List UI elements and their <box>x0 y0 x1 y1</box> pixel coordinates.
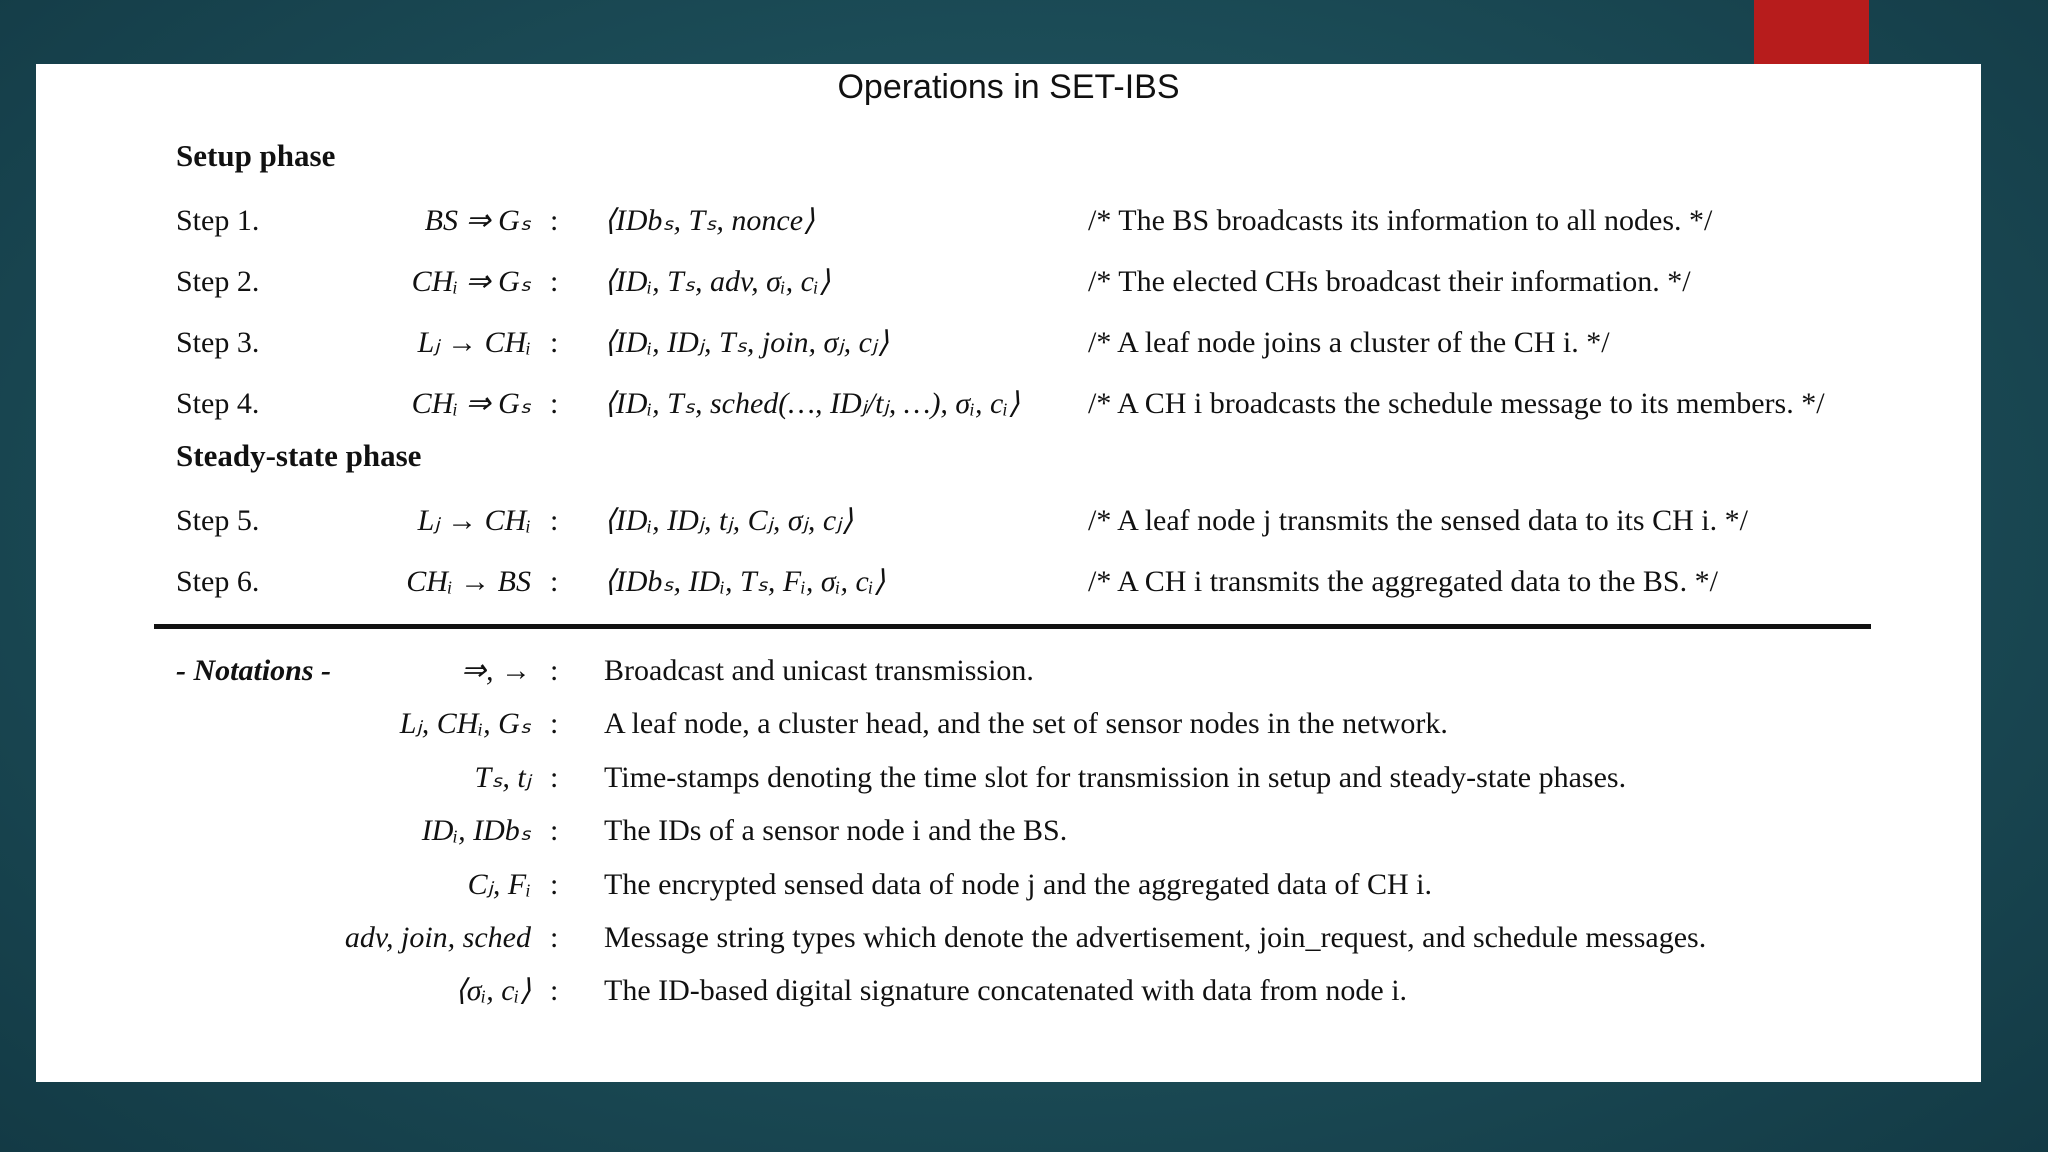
step-flow: Lⱼ → CHᵢ <box>417 326 531 359</box>
notation-description: Broadcast and unicast transmission. <box>604 654 1034 687</box>
notation-description: The IDs of a sensor node i and the BS. <box>604 814 1068 847</box>
notation-row-1 <box>36 651 1981 691</box>
step-colon: : <box>550 326 559 359</box>
notation-row-6 <box>36 918 1981 958</box>
notation-symbol: adv, join, sched <box>344 921 531 954</box>
step-message: ⟨IDᵢ, Tₛ, adv, σᵢ, cᵢ⟩ <box>604 265 831 298</box>
step-colon: : <box>550 204 559 237</box>
step-colon: : <box>550 504 559 537</box>
step-flow: CHᵢ → BS <box>406 565 531 598</box>
slide-title: Operations in SET-IBS <box>837 68 1180 106</box>
red-accent-tab <box>1754 0 1869 64</box>
step-label: Step 6. <box>176 565 260 598</box>
notation-colon: : <box>550 868 559 901</box>
step-colon: : <box>550 387 559 420</box>
step-flow: BS ⇒ Gₛ <box>424 204 531 237</box>
notation-row-2 <box>36 704 1981 744</box>
step-colon: : <box>550 565 559 598</box>
notation-description: A leaf node, a cluster head, and the set of sensor nodes in the network. <box>604 707 1448 740</box>
notation-symbol: ⟨σᵢ, cᵢ⟩ <box>454 974 531 1007</box>
slide-panel <box>36 64 1981 1082</box>
notation-row-4 <box>36 811 1981 851</box>
notation-colon: : <box>550 761 559 794</box>
notation-description: The encrypted sensed data of node j and the aggregated data of CH i. <box>604 868 1433 901</box>
step-message: ⟨IDbₛ, IDᵢ, Tₛ, Fᵢ, σᵢ, cᵢ⟩ <box>604 565 886 598</box>
notation-description: The ID-based digital signature concatenated with data from node i. <box>604 974 1408 1007</box>
step-comment: /* The elected CHs broadcast their information. */ <box>1088 265 1691 298</box>
notation-symbol: Lⱼ, CHᵢ, Gₛ <box>399 707 531 740</box>
step-label: Step 1. <box>176 204 260 237</box>
step-comment: /* A leaf node j transmits the sensed data to its CH i. */ <box>1088 504 1748 537</box>
step-comment: /* The BS broadcasts its information to all nodes. */ <box>1088 204 1713 237</box>
notation-description: Message string types which denote the advertisement, join_request, and schedule messages. <box>604 921 1707 954</box>
section-divider <box>154 624 1871 629</box>
step-comment: /* A CH i transmits the aggregated data to the BS. */ <box>1088 565 1718 598</box>
step-label: Step 2. <box>176 265 260 298</box>
notation-description: Time-stamps denoting the time slot for transmission in setup and steady-state phases. <box>604 761 1627 794</box>
notation-colon: : <box>550 921 559 954</box>
step-label: Step 5. <box>176 504 260 537</box>
notation-symbol: IDᵢ, IDbₛ <box>421 814 531 847</box>
table-row-step-4 <box>36 384 1981 424</box>
step-message: ⟨IDᵢ, Tₛ, sched(…, IDⱼ/tⱼ, …), σᵢ, cᵢ⟩ <box>604 387 1020 420</box>
table-row-step-5 <box>36 501 1981 541</box>
notation-row-3 <box>36 758 1981 798</box>
notation-colon: : <box>550 974 559 1007</box>
step-label: Step 3. <box>176 326 260 359</box>
notation-symbol: Tₛ, tⱼ <box>474 761 531 794</box>
notation-colon: : <box>550 707 559 740</box>
table-row-step-2 <box>36 262 1981 302</box>
step-message: ⟨IDbₛ, Tₛ, nonce⟩ <box>604 204 815 237</box>
table-row-step-1 <box>36 201 1981 241</box>
step-flow: CHᵢ ⇒ Gₛ <box>411 387 531 420</box>
step-comment: /* A CH i broadcasts the schedule message to its members. */ <box>1088 387 1825 420</box>
step-flow: CHᵢ ⇒ Gₛ <box>411 265 531 298</box>
table-row-step-3 <box>36 323 1981 363</box>
step-comment: /* A leaf node joins a cluster of the CH i. */ <box>1088 326 1610 359</box>
notation-row-7 <box>36 971 1981 1011</box>
notation-row-5 <box>36 865 1981 905</box>
step-flow: Lⱼ → CHᵢ <box>417 504 531 537</box>
notations-label: - Notations - <box>176 654 332 687</box>
notation-colon: : <box>550 654 559 687</box>
step-label: Step 4. <box>176 387 260 420</box>
step-colon: : <box>550 265 559 298</box>
steady-state-phase-heading: Steady-state phase <box>176 438 422 473</box>
step-message: ⟨IDᵢ, IDⱼ, Tₛ, join, σⱼ, cⱼ⟩ <box>604 326 889 359</box>
notation-colon: : <box>550 814 559 847</box>
setup-phase-heading: Setup phase <box>176 138 336 173</box>
table-row-step-6 <box>36 562 1981 602</box>
step-message: ⟨IDᵢ, IDⱼ, tⱼ, Cⱼ, σⱼ, cⱼ⟩ <box>604 504 854 537</box>
notation-symbol: ⇒, → <box>460 654 531 687</box>
notation-symbol: Cⱼ, Fᵢ <box>467 868 531 901</box>
